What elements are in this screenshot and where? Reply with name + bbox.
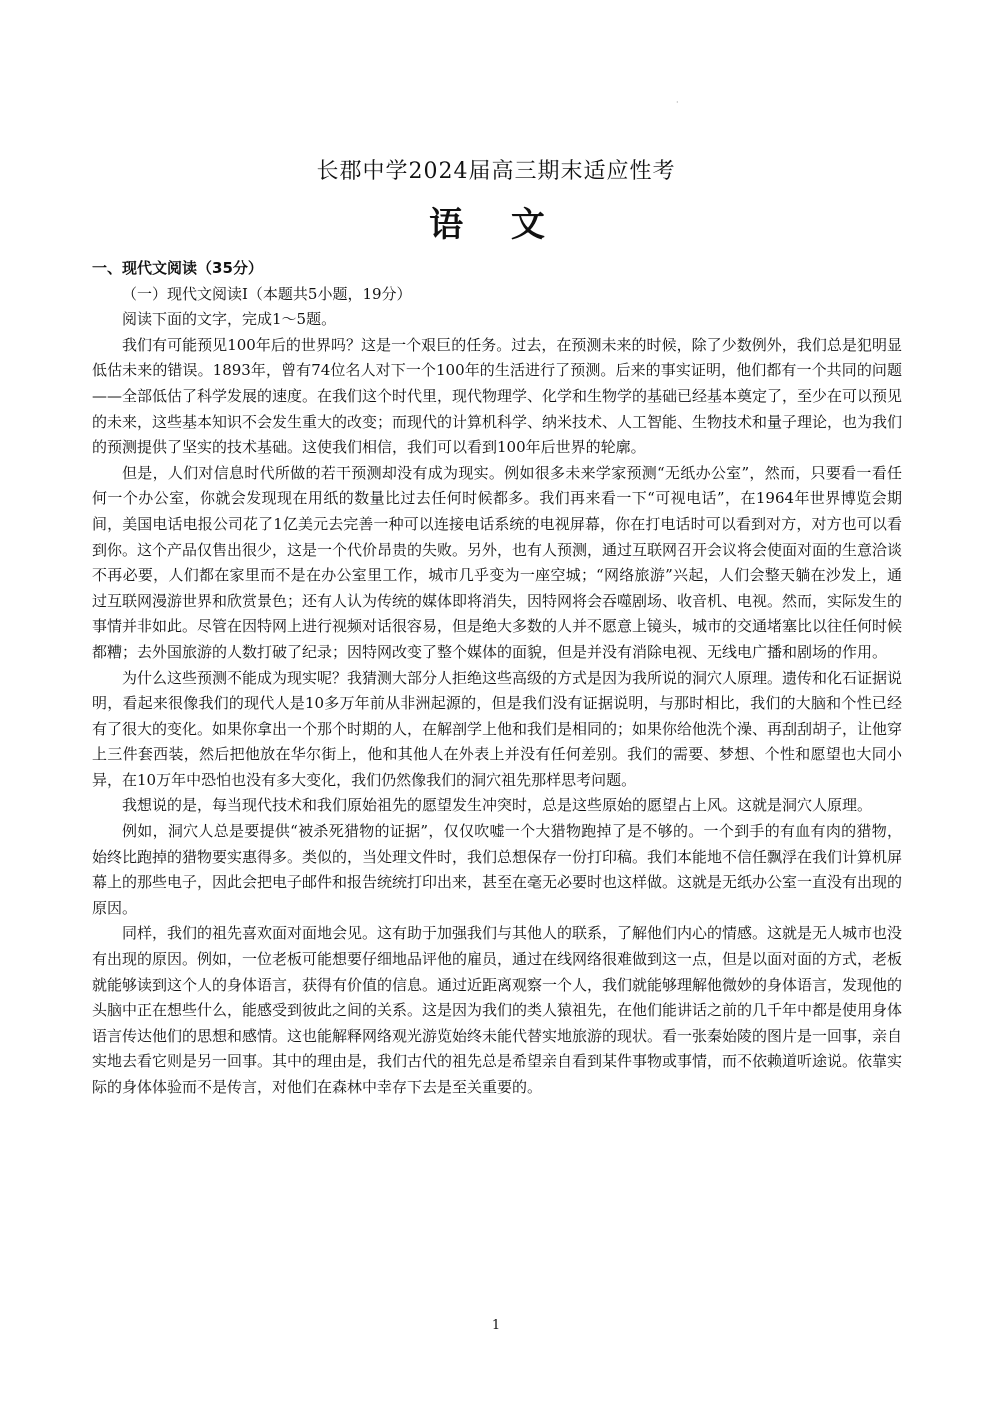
paragraph-3: 为什么这些预测不能成为现实呢？我猜测大部分人拒绝这些高级的方式是因为我所说的洞穴人原理。遗传和化石证据说明，看起来很像我们的现代人是10多万年前从非洲起源的，但是我们没有证据说明，与那时相比，我们的大脑和个性已经有了很大的变化。如果你拿出一个那个时期的人，在解剖学上他和我们是相同的；如果你给他洗个澡、再刮刮胡子，让他穿上三件套西装，然后把他放在华尔街上，他和其他人在外表上并没有任何差别。我们的需要、梦想、个性和愿望也大同小异，在10万年中恐怕也没有多大变化，我们仍然像我们的洞穴祖先那样思考问题。 <box>92 668 903 789</box>
section-heading: 一、现代文阅读（35分） <box>92 259 263 277</box>
sub-section-heading: （一）现代文阅读Ⅰ（本题共5小题，19分） <box>122 284 412 303</box>
reading-instruction: 阅读下面的文字，完成1～5题。 <box>122 310 337 329</box>
paragraph-5: 例如，洞穴人总是要提供“被杀死猎物的证据”，仅仅吹嘘一个大猎物跑掉了是不够的。一个到手的有血有肉的猎物，始终比跑掉的猎物要实惠得多。类似的，当处理文件时，我们总想保存一份打印稿。我们本能地不信任飘浮在我们计算机屏幕上的那些电子，因此会把电子邮件和报告统统打印出来，甚至在毫无必要时也这样做。这就是无纸办公室一直没有出现的原因。 <box>92 822 903 917</box>
paragraph-4: 我想说的是，每当现代技术和我们原始祖先的愿望发生冲突时，总是这些原始的愿望占上风。这就是洞穴人原理。 <box>122 796 873 815</box>
paragraph-2: 但是，人们对信息时代所做的若干预测却没有成为现实。例如很多未来学家预测“无纸办公室”，然而，只要看一看任何一个办公室，你就会发现现在用纸的数量比过去任何时候都多。我们再来看一下“可视电话”，在1964年世界博览会期间，美国电话电报公司花了1亿美元去完善一种可以连接电话系统的电视屏幕，你在打电话时可以看到对方，对方也可以看到你。这个产品仅售出很少，这是一个代价昂贵的失败。另外，也有人预测，通过互联网召开会议将会使面对面的生意洽谈不再必要，人们都在家里而不是在办公室里工作，城市几乎变为一座空城；“网络旅游”兴起，人们会整天躺在沙发上，通过互联网漫游世界和欣赏景色；还有人认为传统的媒体即将消失，因特网将会吞噬剧场、收音机、电视。然而，实际发生的事情并非如此。尽管在因特网上进行视频对话很容易，但是绝大多数的人并不愿意上镜头，城市的交通堵塞比以往任何时候都糟；去外国旅游的人数打破了纪录；因特网改变了整个媒体的面貌，但是并没有消除电视、无线电广播和剧场的作用。 <box>92 463 903 661</box>
exam-title: 长郡中学2024届高三期末适应性考 <box>316 159 676 184</box>
paragraph-6: 同样，我们的祖先喜欢面对面地会见。这有助于加强我们与其他人的联系，了解他们内心的情感。这就是无人城市也没有出现的原因。例如，一位老板可能想要仔细地品评他的雇员，通过在线网络很难做到这一点，但是以面对面的方式，老板就能够读到这个人的身体语言，获得有价值的信息。通过近距离观察一个人，我们就能够理解他微妙的身体语言，发现他的头脑中正在想些什么，能感受到彼此之间的关系。这是因为我们的类人猿祖先，在他们能讲话之前的几千年中都是使用身体语言传达他们的思想和感情。这也能解释网络观光游览始终未能代替实地旅游的现状。看一张秦始陵的图片是一回事，亲自实地去看它则是另一回事。其中的理由是，我们古代的祖先总是希望亲自看到某件事物或事情，而不依赖道听途说。依靠实际的身体体验而不是传言，对他们在森林中幸存下去是至关重要的。 <box>92 924 903 1096</box>
paragraph-1: 我们有可能预见100年后的世界吗？这是一个艰巨的任务。过去，在预测未来的时候，除了少数例外，我们总是犯明显低估未来的错误。1893年，曾有74位名人对下一个100年的生活进行了预测。后来的事实证明，他们都有一个共同的问题——全部低估了科学发展的速度。在我们这个时代里，现代物理学、化学和生物学的基础已经基本奠定了，至少在可以预见的未来，这些基本知识不会发生重大的改变；而现代的计算机科学、纳米技术、人工智能、生物技术和量子理论，也为我们的预测提供了坚实的技术基础。这使我们相信，我们可以看到100年后世界的轮廓。 <box>92 335 903 457</box>
scan-mark: · <box>676 98 679 107</box>
subject-title: 语 文 <box>429 205 563 245</box>
document-body <box>92 256 902 1101</box>
page-number: 1 <box>491 1318 501 1333</box>
